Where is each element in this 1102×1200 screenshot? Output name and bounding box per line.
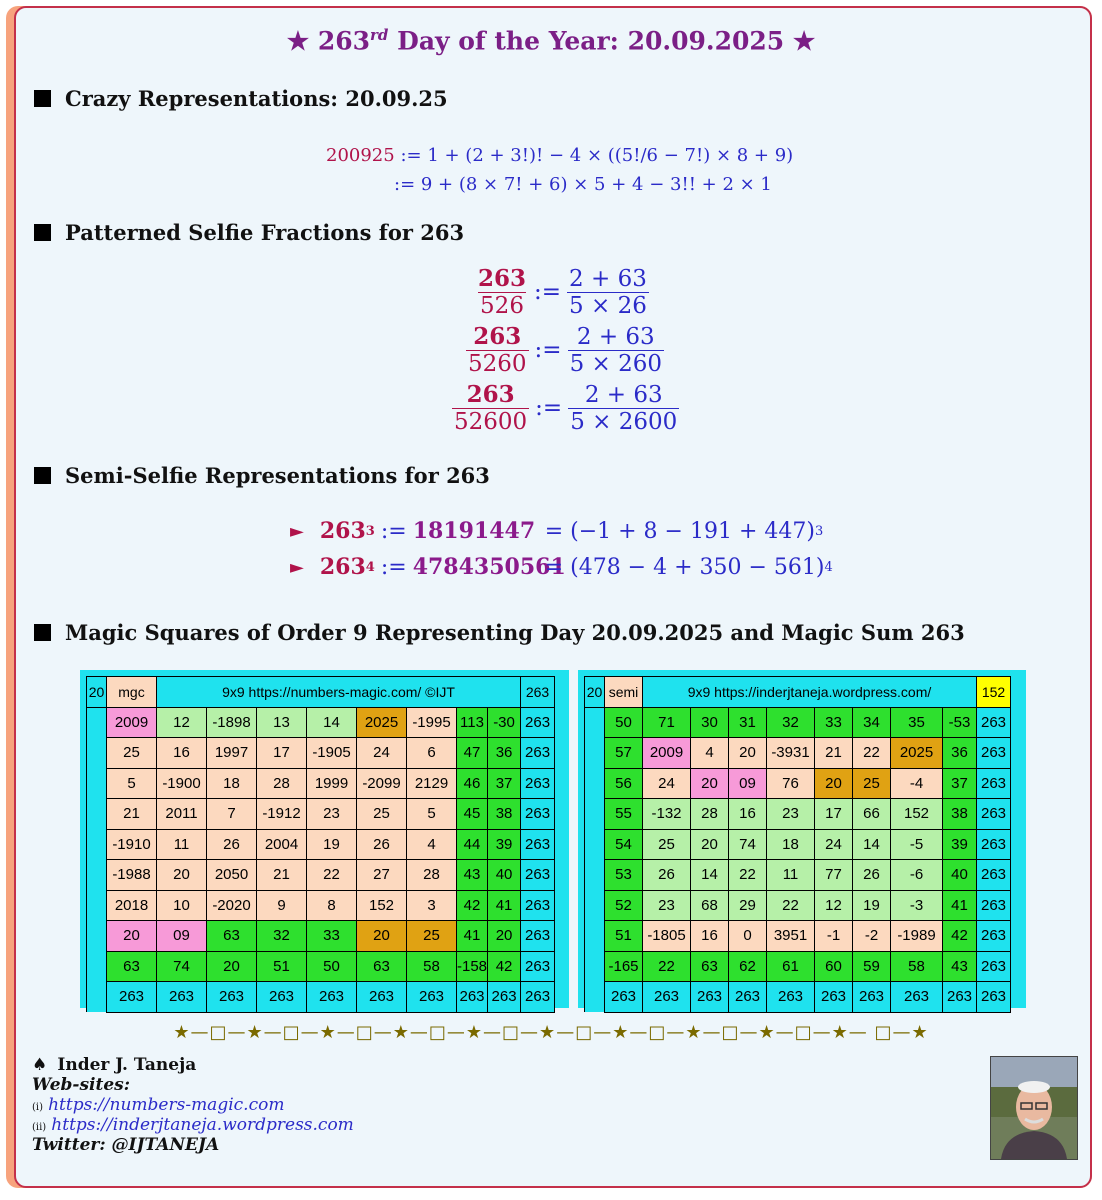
square-cell: 12	[157, 707, 207, 738]
divider-stars: ★—□—★—□—★—□—★—□—★—□—★—□—★—□—★—□—★—□—★— □—★	[173, 1022, 929, 1043]
square-cell: 31	[729, 707, 767, 738]
square-side-cell	[585, 799, 605, 830]
square-cell: 11	[157, 829, 207, 860]
square-cell: 20	[729, 738, 767, 769]
square-cell: 152	[891, 799, 943, 830]
square-cell: 2050	[207, 860, 257, 891]
square-cell: 28	[257, 768, 307, 799]
square-side-cell	[87, 829, 107, 860]
square-cell: 36	[943, 738, 977, 769]
square-cell: 37	[943, 768, 977, 799]
square-side-cell	[87, 951, 107, 982]
square-cell: 19	[307, 829, 357, 860]
square-cell: 263	[521, 860, 555, 891]
crazy-lhs: 200925	[326, 145, 395, 166]
square-cell: 263	[853, 982, 891, 1013]
square-cell: 28	[407, 860, 457, 891]
square-cell: 61	[767, 951, 815, 982]
square-cell: -1805	[643, 921, 691, 952]
square-cell: -1905	[307, 738, 357, 769]
square-side-cell	[585, 982, 605, 1013]
square-cell: 16	[691, 921, 729, 952]
square-cell: 62	[729, 951, 767, 982]
square-cell: 43	[457, 860, 488, 891]
square-cell: 53	[605, 860, 643, 891]
square-cell: 263	[521, 890, 555, 921]
square-cell: 77	[815, 860, 853, 891]
square-cell: 263	[521, 829, 555, 860]
square-cell: 20	[691, 768, 729, 799]
square-cell: 55	[605, 799, 643, 830]
square-cell: 17	[257, 738, 307, 769]
square-cell: 4	[691, 738, 729, 769]
square-cell: 41	[943, 890, 977, 921]
square-cell: 2025	[357, 707, 407, 738]
square-cell: 20	[157, 860, 207, 891]
square-header-cell: 152	[977, 677, 1011, 708]
square-cell: 24	[815, 829, 853, 860]
square-cell: 2004	[257, 829, 307, 860]
square-side-cell	[585, 768, 605, 799]
square-cell: 18	[207, 768, 257, 799]
square-cell: 2129	[407, 768, 457, 799]
square-cell: 263	[257, 982, 307, 1013]
square-cell: 50	[307, 951, 357, 982]
square-cell: 22	[853, 738, 891, 769]
square-side-cell	[585, 707, 605, 738]
website-link-1[interactable]: https://numbers-magic.com	[48, 1095, 285, 1115]
square-cell: 30	[691, 707, 729, 738]
square-cell: -3931	[767, 738, 815, 769]
square-cell: 60	[815, 951, 853, 982]
square-cell: 2009	[643, 738, 691, 769]
square-cell: 263	[977, 829, 1011, 860]
square-cell: -1989	[891, 921, 943, 952]
square-cell: 263	[521, 982, 555, 1013]
bullet-square-icon	[34, 467, 51, 484]
square-cell: 13	[257, 707, 307, 738]
square-cell: 9	[257, 890, 307, 921]
square-side-cell	[585, 829, 605, 860]
square-cell: -1912	[257, 799, 307, 830]
square-cell: 66	[853, 799, 891, 830]
square-cell: 263	[977, 921, 1011, 952]
square-cell: -6	[891, 860, 943, 891]
triangle-bullet-icon: ►	[290, 520, 304, 542]
square-cell: 5	[107, 768, 157, 799]
square-cell: 23	[643, 890, 691, 921]
website-link-2[interactable]: https://inderjtaneja.wordpress.com	[51, 1115, 354, 1135]
square-cell: 42	[457, 890, 488, 921]
section-heading-selfie: Patterned Selfie Fractions for 263	[34, 220, 464, 245]
square-header-cell: mgc	[107, 677, 157, 708]
square-cell: 263	[207, 982, 257, 1013]
square-cell: 63	[107, 951, 157, 982]
square-cell: 63	[691, 951, 729, 982]
square-cell: 263	[357, 982, 407, 1013]
square-cell: 37	[488, 768, 521, 799]
square-cell: 58	[891, 951, 943, 982]
square-cell: 25	[853, 768, 891, 799]
square-cell: 22	[643, 951, 691, 982]
title-star-right: ★	[792, 26, 816, 56]
square-cell: 26	[207, 829, 257, 860]
square-cell: 20	[815, 768, 853, 799]
bullet-square-icon	[34, 624, 51, 641]
square-cell: 263	[977, 707, 1011, 738]
square-cell: 22	[307, 860, 357, 891]
square-header-cell: 263	[521, 677, 555, 708]
square-cell: 40	[488, 860, 521, 891]
selfie-fraction: $\frac{263}{52600}$ := $\frac{2 + 63}{5 \times 2600}$	[454, 381, 678, 435]
square-cell: 57	[605, 738, 643, 769]
square-cell: 23	[767, 799, 815, 830]
square-cell: 40	[943, 860, 977, 891]
section-heading-crazy: Crazy Representations: 20.09.25	[34, 86, 448, 111]
square-cell: 263	[815, 982, 853, 1013]
square-cell: 63	[357, 951, 407, 982]
square-side-cell	[585, 860, 605, 891]
square-cell: 47	[457, 738, 488, 769]
square-header-cell: 9x9 https://inderjtaneja.wordpress.com/	[643, 677, 977, 708]
square-side-cell	[87, 860, 107, 891]
square-cell: 74	[157, 951, 207, 982]
square-cell: 8	[307, 890, 357, 921]
square-cell: -53	[943, 707, 977, 738]
square-cell: -2020	[207, 890, 257, 921]
square-cell: -1995	[407, 707, 457, 738]
square-header-cell: 9x9 https://numbers-magic.com/ ©IJT	[157, 677, 521, 708]
square-side-cell	[87, 738, 107, 769]
square-side-cell	[87, 982, 107, 1013]
square-side-cell	[87, 707, 107, 738]
square-cell: -1900	[157, 768, 207, 799]
square-cell: 2025	[891, 738, 943, 769]
square-cell: 29	[729, 890, 767, 921]
square-cell: -2	[853, 921, 891, 952]
square-cell: 34	[853, 707, 891, 738]
section-heading-semi: Semi-Selfie Representations for 263	[34, 463, 490, 488]
twitter-handle: Twitter: @IJTANEJA	[32, 1135, 220, 1155]
square-cell: 16	[729, 799, 767, 830]
selfie-fraction: $\frac{263}{5260}$ := $\frac{2 + 63}{5 \times 260}$	[468, 323, 663, 377]
title-star-left: ★	[286, 26, 310, 56]
square-cell: 18	[767, 829, 815, 860]
square-cell: 50	[605, 707, 643, 738]
square-cell: 38	[488, 799, 521, 830]
square-cell: 1999	[307, 768, 357, 799]
square-cell: -132	[643, 799, 691, 830]
title-number: 263	[317, 26, 371, 56]
semi-selfie-row: ► 263 3 := 18191447 = (−1 + 8 − 191 + 447) 3	[290, 518, 824, 544]
square-header-cell: semi	[605, 677, 643, 708]
square-cell: 38	[943, 799, 977, 830]
square-cell: 32	[767, 707, 815, 738]
square-side-cell	[87, 890, 107, 921]
square-cell: 1997	[207, 738, 257, 769]
square-cell: 25	[407, 921, 457, 952]
square-cell: 36	[488, 738, 521, 769]
square-cell: 27	[357, 860, 407, 891]
square-cell: 20	[107, 921, 157, 952]
square-side-cell	[585, 738, 605, 769]
bullet-square-icon	[34, 90, 51, 107]
square-cell: 5	[407, 799, 457, 830]
square-cell: 2018	[107, 890, 157, 921]
square-cell: 263	[407, 982, 457, 1013]
square-cell: 39	[943, 829, 977, 860]
square-cell: 113	[457, 707, 488, 738]
square-cell: 263	[521, 799, 555, 830]
square-cell: -4	[891, 768, 943, 799]
square-cell: 6	[407, 738, 457, 769]
square-cell: 74	[729, 829, 767, 860]
square-cell: 263	[977, 951, 1011, 982]
square-cell: 22	[767, 890, 815, 921]
square-cell: 263	[521, 768, 555, 799]
square-cell: 23	[307, 799, 357, 830]
square-cell: 35	[891, 707, 943, 738]
square-cell: 10	[157, 890, 207, 921]
square-cell: 51	[605, 921, 643, 952]
square-cell: 3951	[767, 921, 815, 952]
square-cell: 46	[457, 768, 488, 799]
square-cell: 41	[488, 890, 521, 921]
square-cell: 14	[691, 860, 729, 891]
square-side-cell	[87, 799, 107, 830]
square-side-cell	[87, 921, 107, 952]
square-cell: 42	[943, 921, 977, 952]
square-cell: 22	[729, 860, 767, 891]
square-cell: 16	[157, 738, 207, 769]
square-cell: 7	[207, 799, 257, 830]
square-cell: 20	[207, 951, 257, 982]
square-cell: 263	[977, 890, 1011, 921]
square-cell: 14	[853, 829, 891, 860]
magic-square-1	[80, 670, 569, 1008]
square-cell: 263	[891, 982, 943, 1013]
square-cell: 263	[977, 982, 1011, 1013]
square-cell: -2099	[357, 768, 407, 799]
square-cell: 3	[407, 890, 457, 921]
spade-icon: ♠	[32, 1055, 48, 1075]
square-cell: 26	[643, 860, 691, 891]
square-side-cell	[585, 951, 605, 982]
square-cell: 263	[107, 982, 157, 1013]
websites-label: Web-sites:	[32, 1075, 131, 1095]
square-cell: 263	[521, 921, 555, 952]
square-cell: 263	[977, 738, 1011, 769]
author-block: ♠ Inder J. Taneja Web-sites: (i) https://numbers-magic.com (ii) https://inderjtaneja.wordpress.com Twitter: @IJTANEJA	[32, 1055, 354, 1155]
square-cell: 33	[815, 707, 853, 738]
square-cell: 20	[691, 829, 729, 860]
square-cell: 2011	[157, 799, 207, 830]
square-cell: -1988	[107, 860, 157, 891]
square-cell: 71	[643, 707, 691, 738]
square-cell: 263	[977, 799, 1011, 830]
square-cell: 21	[815, 738, 853, 769]
square-cell: -1	[815, 921, 853, 952]
square-cell: 4	[407, 829, 457, 860]
square-cell: 152	[357, 890, 407, 921]
magic-square-2	[578, 670, 1026, 1008]
square-cell: 20	[488, 921, 521, 952]
square-cell: -3	[891, 890, 943, 921]
selfie-fraction: $\frac{263}{526}$ := $\frac{2 + 63}{5 \times 26}$	[478, 265, 647, 319]
square-cell: 33	[307, 921, 357, 952]
square-cell: 21	[107, 799, 157, 830]
square-cell: 24	[357, 738, 407, 769]
square-cell: 11	[767, 860, 815, 891]
square-cell: 24	[643, 768, 691, 799]
square-cell: 59	[853, 951, 891, 982]
square-cell: 263	[767, 982, 815, 1013]
semi-selfie-row: ► 263 4 := 4784350561 = (478 − 4 + 350 − 561) 4	[290, 554, 833, 580]
square-cell: 263	[457, 982, 488, 1013]
square-cell: 43	[943, 951, 977, 982]
square-cell: 58	[407, 951, 457, 982]
author-name: Inder J. Taneja	[57, 1055, 197, 1075]
square-cell: 39	[488, 829, 521, 860]
square-cell: 26	[853, 860, 891, 891]
square-cell: 68	[691, 890, 729, 921]
square-cell: 20	[357, 921, 407, 952]
square-cell: 263	[521, 951, 555, 982]
square-cell: 263	[521, 738, 555, 769]
title-text: Day of the Year: 20.09.2025	[397, 26, 785, 56]
square-cell: 56	[605, 768, 643, 799]
square-cell: 263	[521, 707, 555, 738]
square-cell: 0	[729, 921, 767, 952]
square-side-cell	[87, 768, 107, 799]
square-cell: 44	[457, 829, 488, 860]
square-cell: 52	[605, 890, 643, 921]
square-cell: 19	[853, 890, 891, 921]
square-cell: -1910	[107, 829, 157, 860]
square-cell: 09	[729, 768, 767, 799]
square-cell: 45	[457, 799, 488, 830]
square-cell: 263	[307, 982, 357, 1013]
square-cell: 25	[643, 829, 691, 860]
square-cell: 2009	[107, 707, 157, 738]
square-cell: -30	[488, 707, 521, 738]
crazy-equation-line1: 200925 := 1 + (2 + 3!)! − 4 × ((5!/6 − 7!) × 8 + 9)	[326, 145, 794, 166]
title-ordinal: rd	[370, 26, 389, 44]
square-cell: 26	[357, 829, 407, 860]
square-cell: -5	[891, 829, 943, 860]
square-cell: 263	[729, 982, 767, 1013]
bullet-square-icon	[34, 224, 51, 241]
square-cell: 51	[257, 951, 307, 982]
square-cell: 25	[107, 738, 157, 769]
square-cell: 263	[605, 982, 643, 1013]
square-side-cell	[585, 890, 605, 921]
square-cell: 263	[691, 982, 729, 1013]
square-header-cell: 20	[87, 677, 107, 708]
page-title	[0, 26, 1102, 55]
square-cell: 54	[605, 829, 643, 860]
square-cell: 263	[943, 982, 977, 1013]
square-cell: 14	[307, 707, 357, 738]
square-cell: 42	[488, 951, 521, 982]
square-cell: -158	[457, 951, 488, 982]
square-cell: 28	[691, 799, 729, 830]
triangle-bullet-icon: ►	[290, 556, 304, 578]
square-cell: 263	[977, 860, 1011, 891]
square-side-cell	[585, 921, 605, 952]
square-cell: -165	[605, 951, 643, 982]
square-cell: 63	[207, 921, 257, 952]
square-cell: 41	[457, 921, 488, 952]
section-heading-magic: Magic Squares of Order 9 Representing Day 20.09.2025 and Magic Sum 263	[34, 620, 965, 645]
square-cell: 263	[157, 982, 207, 1013]
crazy-equation-line2: := 9 + (8 × 7! + 6) × 5 + 4 − 3!! + 2 × 1	[394, 174, 772, 195]
author-photo	[990, 1056, 1078, 1160]
square-cell: 263	[643, 982, 691, 1013]
square-cell: -1898	[207, 707, 257, 738]
square-cell: 12	[815, 890, 853, 921]
square-cell: 32	[257, 921, 307, 952]
square-cell: 09	[157, 921, 207, 952]
square-cell: 17	[815, 799, 853, 830]
square-cell: 263	[488, 982, 521, 1013]
square-cell: 76	[767, 768, 815, 799]
square-cell: 263	[977, 768, 1011, 799]
square-cell: 21	[257, 860, 307, 891]
square-cell: 25	[357, 799, 407, 830]
square-header-cell: 20	[585, 677, 605, 708]
